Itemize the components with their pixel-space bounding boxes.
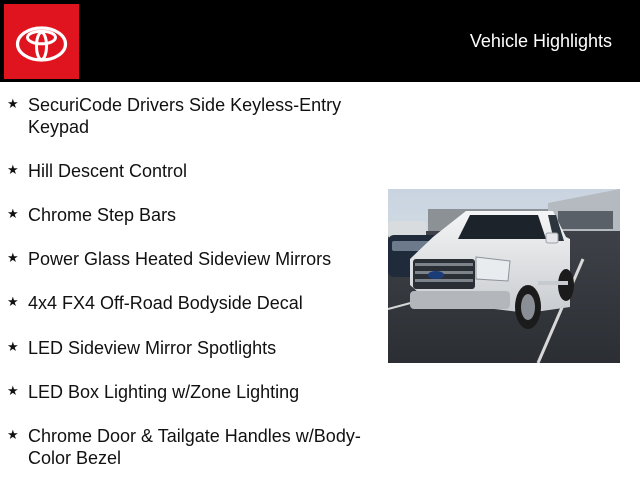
feature-text: Chrome Door & Tailgate Handles w/Body-Color Bezel — [28, 426, 361, 468]
star-icon: ★ — [7, 97, 19, 112]
feature-text: Chrome Step Bars — [28, 205, 177, 225]
feature-text: LED Sideview Mirror Spotlights — [28, 338, 277, 358]
feature-text: Hill Descent Control — [28, 161, 188, 181]
star-icon: ★ — [7, 251, 19, 266]
toyota-logo-icon — [4, 4, 79, 79]
feature-text: SecuriCode Drivers Side Keyless-Entry Keypad — [28, 95, 342, 137]
star-icon: ★ — [7, 428, 19, 443]
header-bar — [0, 0, 640, 82]
feature-text: 4x4 FX4 Off-Road Bodyside Decal — [28, 293, 303, 313]
truck-image — [388, 189, 620, 363]
star-icon: ★ — [7, 295, 19, 310]
vehicle-photo — [388, 189, 620, 363]
toyota-logo — [4, 4, 79, 79]
star-icon: ★ — [7, 207, 19, 222]
page-title: Vehicle Highlights — [469, 31, 612, 51]
feature-text: LED Box Lighting w/Zone Lighting — [28, 382, 300, 402]
star-icon: ★ — [7, 163, 19, 178]
star-icon: ★ — [7, 340, 19, 355]
star-icon: ★ — [7, 384, 19, 399]
feature-text: Power Glass Heated Sideview Mirrors — [28, 249, 332, 269]
